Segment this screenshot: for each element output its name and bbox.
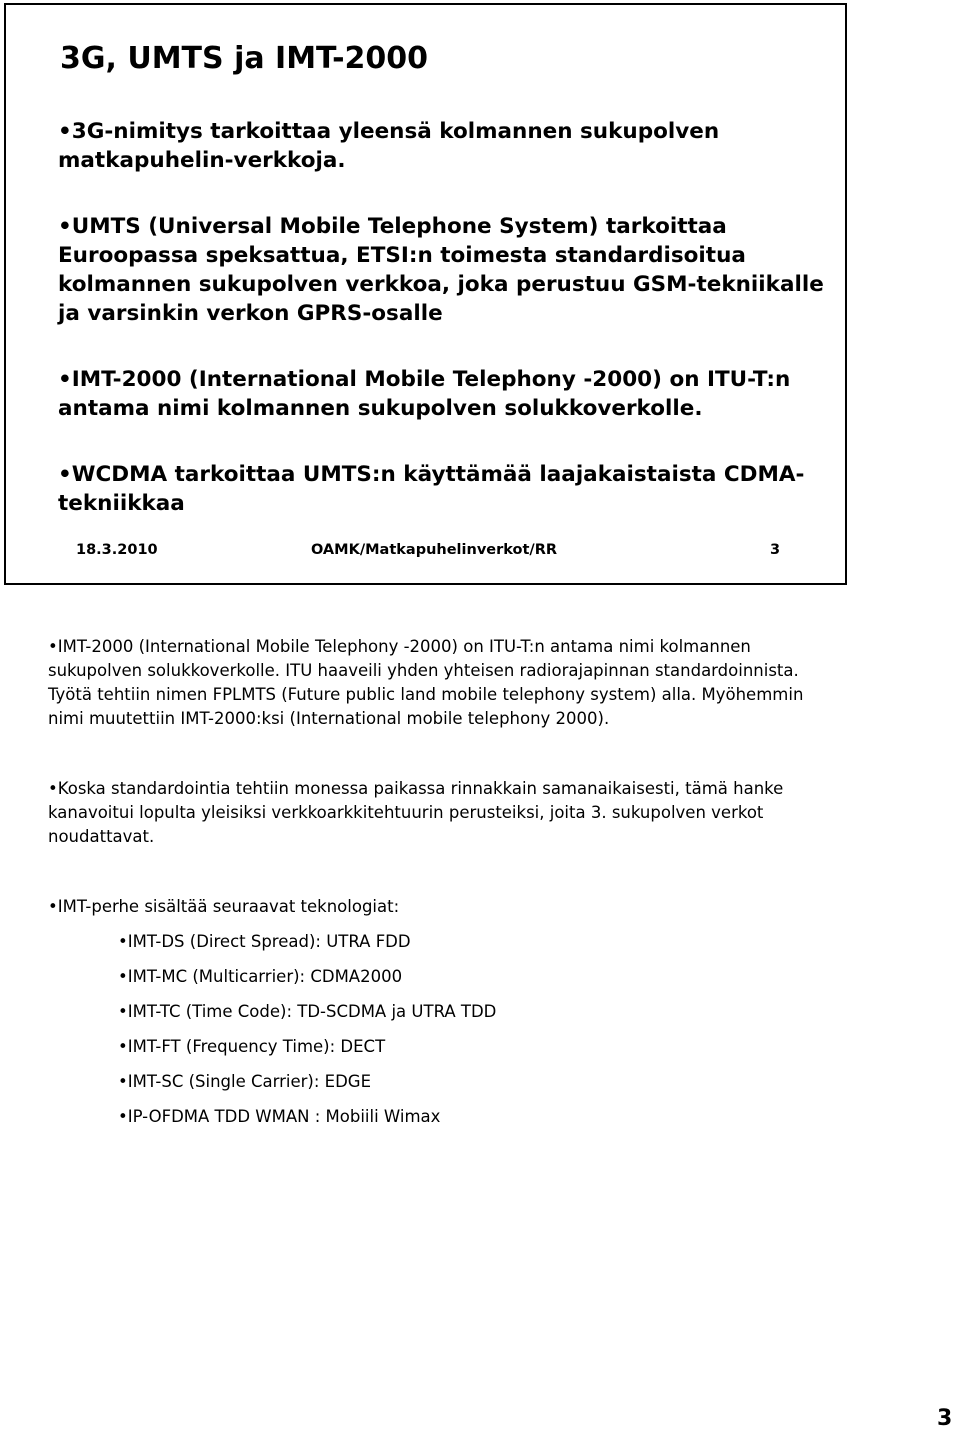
- technology-item: •IMT-SC (Single Carrier): EDGE: [118, 1072, 372, 1091]
- slide-bullet: •3G-nimitys tarkoittaa yleensä kolmannen sukupolven matkapuhelin-verkkoja.: [58, 119, 720, 173]
- slide-title: 3G, UMTS ja IMT-2000: [60, 41, 429, 76]
- slide-bullet: •UMTS (Universal Mobile Telephone System) tarkoittaa Euroopassa speksattua, ETSI:n toimesta standardisoitua kolmannen sukupolven verkkoa, joka perustuu GSM-tekniikalle ja varsinkin verkon GPRS-osalle: [58, 214, 824, 326]
- notes-paragraph: •Koska standardointia tehtiin monessa paikassa rinnakkain samanaikaisesti, tämä hanke kanavoitui lopulta yleisiksi verkkoarkkitehtuurin perusteiksi, joita 3. sukupolven verkot noudattavat.: [48, 779, 784, 846]
- slide-footer-course: OAMK/Matkapuhelinverkot/RR: [311, 542, 558, 558]
- page-number: 3: [937, 1406, 953, 1431]
- notes-list-intro: •IMT-perhe sisältää seuraavat teknologiat:: [48, 897, 400, 916]
- technology-item: •IMT-TC (Time Code): TD-SCDMA ja UTRA TDD: [118, 1002, 497, 1021]
- slide-footer-number: 3: [770, 542, 781, 558]
- notes-paragraph: •IMT-2000 (International Mobile Telephony -2000) on ITU-T:n antama nimi kolmannen sukupolven solukkoverkolle. ITU haaveili yhden yhteisen radiorajapinnan standardoinnista. Työtä tehtiin nimen FPLMTS (Future public land mobile telephony system) alla. Myöhemmin nimi muutettiin IMT-2000:ksi (International mobile telephony 2000).: [48, 637, 804, 728]
- speaker-notes: [48, 635, 828, 1140]
- technology-item: •IMT-MC (Multicarrier): CDMA2000: [118, 967, 403, 986]
- slide-frame: [4, 3, 847, 585]
- technology-list: [48, 930, 828, 1129]
- slide-footer: [6, 542, 845, 566]
- slide-bullet-list: [58, 117, 828, 555]
- technology-item: •IMT-FT (Frequency Time): DECT: [118, 1037, 386, 1056]
- slide-bullet: •WCDMA tarkoittaa UMTS:n käyttämää laajakaistaista CDMA-tekniikkaa: [58, 462, 805, 516]
- slide-bullet: •IMT-2000 (International Mobile Telephony -2000) on ITU-T:n antama nimi kolmannen sukupolven solukkoverkolle.: [58, 367, 791, 421]
- technology-item: •IMT-DS (Direct Spread): UTRA FDD: [118, 932, 411, 951]
- technology-item: •IP-OFDMA TDD WMAN : Mobiili Wimax: [118, 1107, 441, 1126]
- slide-footer-date: 18.3.2010: [76, 542, 158, 558]
